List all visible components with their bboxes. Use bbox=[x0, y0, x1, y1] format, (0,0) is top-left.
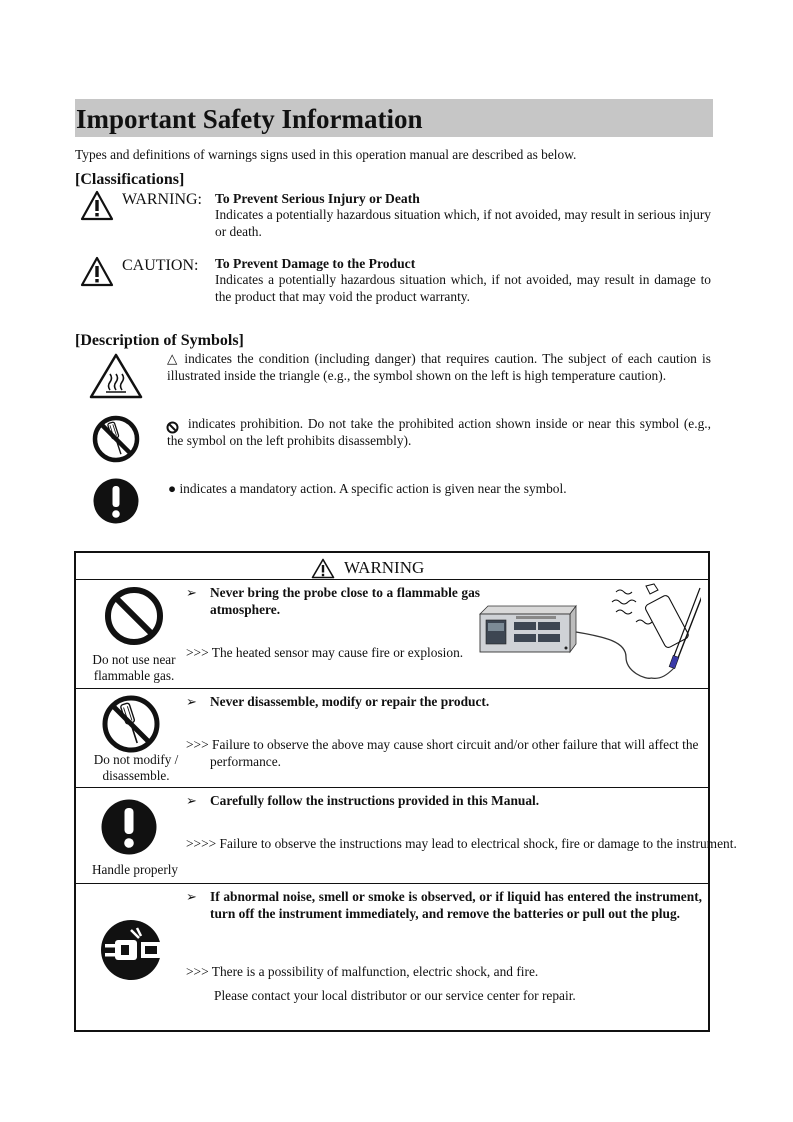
arrow-bullet-icon: ➢ bbox=[186, 585, 197, 600]
table-row bbox=[76, 788, 737, 883]
row-text: >>> There is a possibility of malfunction, electric shock, and fire. bbox=[186, 964, 539, 979]
symbols-heading: [Description of Symbols] bbox=[75, 332, 244, 349]
prohibition-icon bbox=[104, 586, 164, 651]
warning-table bbox=[74, 551, 737, 1032]
high-temperature-caution-icon bbox=[88, 352, 144, 400]
caution-heading: To Prevent Damage to the Product bbox=[215, 256, 416, 271]
row-heading: Never bring the probe close to a flammable gas atmosphere. bbox=[210, 585, 480, 617]
row-heading: Never disassemble, modify or repair the product. bbox=[210, 694, 490, 709]
mandatory-symbol-description: ● indicates a mandatory action. A specific action is given near the symbol. bbox=[168, 481, 567, 496]
page-title: Important Safety Information bbox=[76, 104, 423, 134]
warning-label: WARNING: bbox=[122, 191, 202, 208]
row-text: >>> Failure to observe the above may cause short circuit and/or other failure that will affect the performance. bbox=[186, 737, 699, 769]
row-heading: Carefully follow the instructions provided in this Manual. bbox=[210, 793, 540, 808]
instrument-with-probe-near-gas-illustration bbox=[476, 582, 701, 691]
prohibit-disassembly-icon bbox=[101, 694, 161, 759]
row-text: >>> The heated sensor may cause fire or explosion. bbox=[186, 645, 464, 660]
mandatory-action-icon bbox=[101, 799, 157, 860]
intro-text: Types and definitions of warnings signs used in this operation manual are described as below. bbox=[75, 147, 577, 162]
row-label: Do not modify / disassemble. bbox=[93, 752, 179, 783]
caution-symbol-description: △ indicates the condition (including danger) that requires caution. The subject of each caution is illustrated inside the triangle (e.g., the symbol shown on the left is high temperature caution). bbox=[167, 351, 711, 383]
arrow-bullet-icon: ➢ bbox=[186, 694, 197, 709]
row-label: Do not use near flammable gas. bbox=[92, 652, 176, 683]
caution-triangle-icon bbox=[80, 256, 114, 287]
warning-description: Indicates a potentially hazardous situation which, if not avoided, may result in serious injury or death. bbox=[215, 207, 711, 239]
row-heading: If abnormal noise, smell or smoke is observed, or if liquid has entered the instrument, turn off the instrument immediately, and remove the batteries or pull out the plug. bbox=[210, 889, 702, 921]
row-text: >>>> Failure to observe the instructions may lead to electrical shock, fire or damage to the instrument. bbox=[186, 836, 737, 851]
warning-triangle-icon bbox=[80, 190, 114, 221]
warning-heading: To Prevent Serious Injury or Death bbox=[215, 191, 420, 206]
triangle-glyph: △ bbox=[167, 351, 180, 366]
caution-label: CAUTION: bbox=[122, 257, 199, 274]
row-text-secondary: Please contact your local distributor or our service center for repair. bbox=[214, 988, 576, 1003]
filled-circle-glyph: ● bbox=[168, 481, 177, 496]
arrow-bullet-icon: ➢ bbox=[186, 889, 197, 904]
table-row bbox=[76, 689, 708, 787]
table-row bbox=[76, 884, 708, 1029]
arrow-bullet-icon: ➢ bbox=[186, 793, 197, 808]
prohibition-symbol-description: indicates prohibition. Do not take the prohibited action shown inside or near this symbol (e.g., the symbol on the left prohibits disassembly). bbox=[167, 416, 711, 448]
prohibit-disassembly-icon bbox=[91, 414, 141, 464]
classifications-heading: [Classifications] bbox=[75, 171, 185, 188]
mandatory-action-icon bbox=[93, 478, 139, 524]
caution-description: Indicates a potentially hazardous situation which, if not avoided, may result in damage to the product that may void the product warranty. bbox=[215, 272, 711, 304]
unplug-icon bbox=[101, 916, 169, 989]
table-row bbox=[76, 580, 708, 688]
warning-table-title: WARNING bbox=[344, 558, 425, 577]
row-label: Handle properly bbox=[91, 862, 179, 877]
